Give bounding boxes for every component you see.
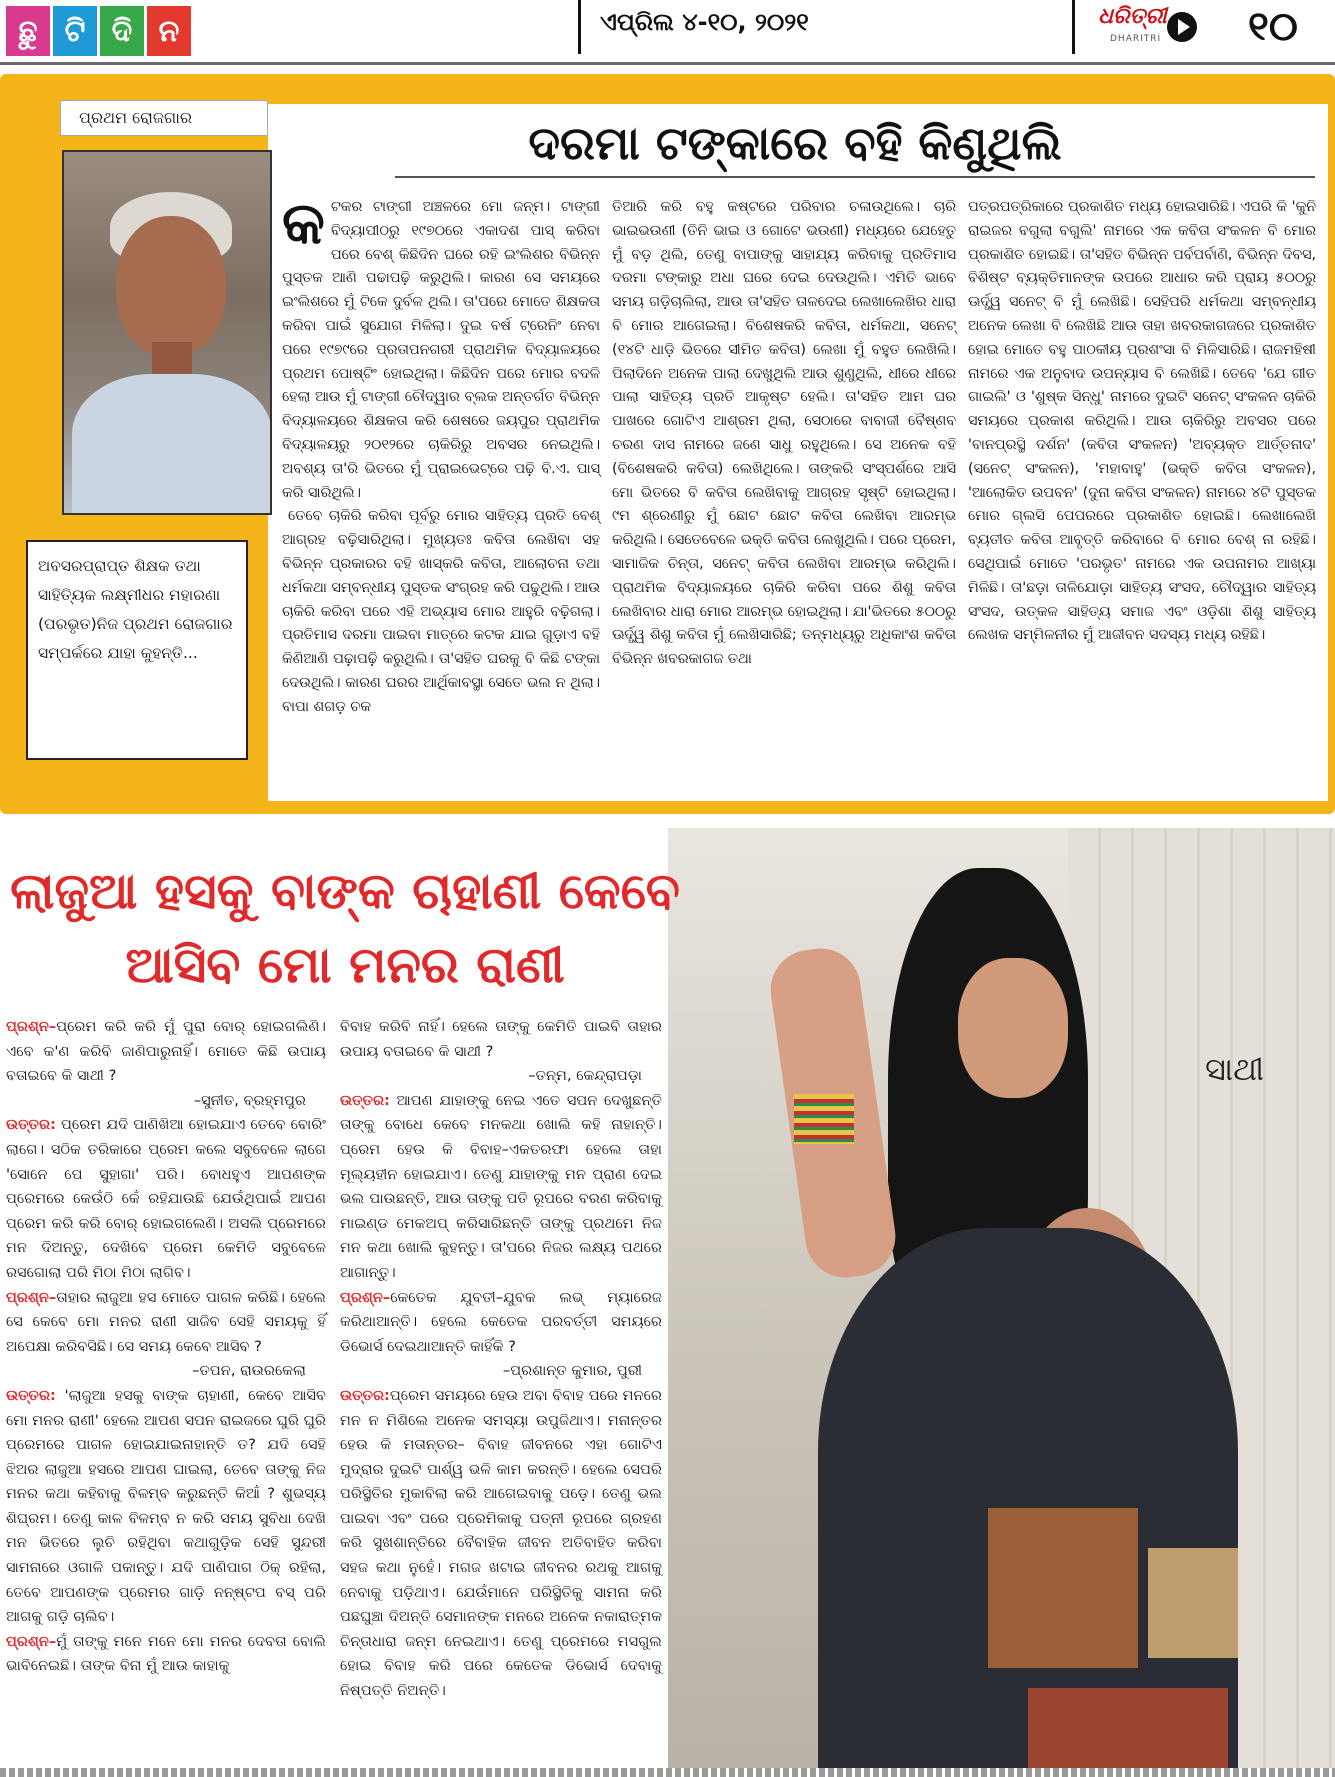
question <box>6 1286 326 1384</box>
question <box>340 1286 662 1384</box>
question-label: ପ୍ରଶ୍ନ– <box>340 1288 391 1306</box>
qa-column-1 <box>6 1015 326 1765</box>
page-number: ୧୦ <box>1248 4 1298 50</box>
question-text: ପ୍ରେମ କରି କରି ମୁଁ ପୁରା ବୋର୍ ହୋଇଗଲିଣି। ଏବେ କ'ଣ କରିବି ଜାଣିପାରୁନାହିଁ। ମୋତେ କିଛି ଉପାୟ ବତାଇବେ କି ସାଥୀ ? <box>6 1018 326 1085</box>
question-signature: –ତପନ, ରାଉରକେଲା <box>192 1362 306 1380</box>
section-title <box>6 6 191 56</box>
answer <box>340 1089 662 1286</box>
question-signature: –ତନ୍ମ, କେନ୍ଦ୍ରାପଡ଼ା <box>528 1067 642 1085</box>
bottom-headline-line-2: ଆସିବ ମୋ ମନର ରାଣୀ <box>125 936 565 994</box>
author-photo <box>62 150 272 515</box>
divider <box>578 0 581 54</box>
issue-date: ଏପ୍ରିଲ ୪-୧୦, ୨୦୨୧ <box>600 8 809 36</box>
top-story-headline: ଦରମା ଟଙ୍କାରେ ବହି କିଣୁଥିଲି <box>528 116 1062 170</box>
bottom-headline-line-1: ଲାଜୁଆ ହସକୁ ବାଙ୍କ ଚାହାଣୀ କେବେ <box>10 862 680 920</box>
answer <box>340 1384 662 1704</box>
question-continued <box>340 1015 662 1089</box>
article-text: ଟକର ଟାଙ୍ଗୀ ଅଞ୍ଚଳରେ ମୋ ଜନ୍ମ। ଟାଙ୍ଗୀ ବିଦ୍ୟାପୀଠରୁ ୧୯୭୦ରେ ଏକାଦଶ ପାସ୍ କରିବା ପରେ ବେଶ୍ କିଛିଦିନ ଘରେ ରହି ଇଂଲିଶର ବିଭିନ୍ନ ପୁସ୍ତକ ଆଣି ପଢାପଢ଼ି କରୁଥିଲି। କାରଣ ସେ ସମୟରେ ଇଂଲିଶରେ ମୁଁ ଟିକେ ଦୁର୍ବଳ ଥିଲି। ତା'ପରେ ମୋତେ ଶିକ୍ଷକତା କରିବା ପାଇଁ ସୁଯୋଗ ମିଳିଲା। ଦୁଇ ବର୍ଷ ଟ୍ରେନିଂ ନେବା ପରେ ୧୯୭୯ରେ ପ୍ରତାପନଗରୀ ପ୍ରାଥମିକ ବିଦ୍ୟାଳୟରେ ପ୍ରଥମ ପୋଷ୍ଟିଂ ହୋଇଥିଲା। କିଛିଦିନ ପରେ ମୋର ବଦଳି ହେଲା ଆଉ ମୁଁ ଟାଙ୍ଗୀ ଚୌଦ୍ୱାର ବ୍ଲକ ଅନ୍ତର୍ଗତ ବିଭିନ୍ନ ବିଦ୍ୟାଳୟରେ ଶିକ୍ଷକତା କରି ଶେଷରେ ଜୟପୁର ପ୍ରାଥମିକ ବିଦ୍ୟାଳୟରୁ ୨୦୧୨ରେ ଚାକିରିରୁ ଅବସର ନେଇଥିଲି। ଅବଶ୍ୟ ତା'ରି ଭିତରେ ମୁଁ ପ୍ରାଇଭେଟ୍‌ରେ ପଢ଼ି ବି.ଏ. ପାସ୍ କରି ସାରିଥିଲି। <box>282 199 600 501</box>
divider <box>1072 0 1075 54</box>
column-label: ସାଥୀ <box>1205 1050 1265 1088</box>
answer-text: ପ୍ରେମ ଯଦି ପାଣିଖିଆ ହୋଇଯାଏ ତେବେ ବୋରିଂ ଲାଗେ। ସଠିକ ତରିକାରେ ପ୍ରେମ କଲେ ସବୁବେଳେ ଲାଗେ 'ସୋନେ ପେ ସୁହାଗା' ପରି। ବୋଧହୁଏ ଆପଣଙ୍କ ପ୍ରେମରେ କେଉଁଠି କେଁ ରହିଯାଉଛି ଯେଉଁଥିପାଇଁ ଆପଣ ପ୍ରେମ କରି କରି ବୋର୍ ହୋଇଗଲେଣି। ଅସଲି ପ୍ରେମରେ ମନ ଦିଅନ୍ତୁ, ଦେଖିବେ ପ୍ରେମ କେମିତି ସବୁବେଳେ ରସଗୋଲା ପରି ମିଠା ମିଠା ଲାଗିବ। <box>6 1116 327 1281</box>
answer <box>6 1113 326 1285</box>
masthead <box>0 0 1335 62</box>
photo-shape <box>116 216 226 356</box>
question <box>6 1630 326 1679</box>
article-column-1 <box>282 189 600 796</box>
photo-caption: ଅବସରପ୍ରାପ୍ତ ଶିକ୍ଷକ ତଥା ସାହିତ୍ୟିକ ଲକ୍ଷ୍ମୀଧର ମହାରଣା (ପରଭୃତ)ନିଜ ପ୍ରଥମ ରୋଜଗାର ସମ୍ପର୍କରେ ଯାହା କୁହନ୍ତି... <box>26 540 248 760</box>
article-column-3: ପତ୍ରପତ୍ରିକାରେ ପ୍ରକାଶିତ ମଧ୍ୟ ହୋଇସାରିଛି। ଏପରି କି 'କୁନି ରାଇଜର ବଗୁଲା ବଗୁଲି' ନାମରେ ଏକ କବିତା ସଂକଳନ ବି ମୋର ପ୍ରକାଶିତ ହୋଇଛି। ତା'ସହିତ ବିଭିନ୍ନ ପର୍ବପର୍ବାଣି, ବିଭିନ୍ନ ଦିବସ, ବିଶିଷ୍ଟ ବ୍ୟକ୍ତିମାନଙ୍କ ଉପରେ ଆଧାର କରି ପ୍ରାୟ ୫୦୦ରୁ ଊର୍ଦ୍ଧ୍ୱ ସନେଟ୍ ବି ମୁଁ ଲେଖିଛି। ସେହିପରି ଧର୍ମକଥା ସମ୍ବନ୍ଧୀୟ ଅନେକ ଲେଖା ବି ଲେଖିଛି ଆଉ ତାହା ଖବରକାଗଜରେ ପ୍ରକାଶିତ ହୋଇ ମୋତେ ବହୁ ପାଠକୀୟ ପ୍ରଶଂସା ବି ମିଳିସାରିଛି। ରାଜମହିଷୀ ନାମରେ ଏକ ଅନୁବାଦ ଉପନ୍ୟାସ ବି ଲେଖିଛି। ତେବେ 'ଯେ ଗୀତ ଗାଇଲି' ଓ 'ଶୁଷ୍କ ସିନ୍ଧୁ' ନାମରେ ଦୁଇଟି ସନେଟ୍ ସଂକଳନ ଚାକିରି ସମୟରେ ପ୍ରକାଶ କରିଥିଲି। ଆଉ ଚାକିରିରୁ ଅବସର ପରେ 'ବାନପ୍ରସ୍ଥି ଦର୍ଶନ' (କବିତା ସଂକଳନ) 'ଅବ୍ୟକ୍ତ ଆର୍ତ୍ତନାଦ' (ସନେଟ୍ ସଂକଳନ), 'ମହାବାହୁ' (ଭକ୍ତି କବିତା ସଂକଳନ), 'ଆଲୋକିତ ଉପବନ' (ଦୁନା କବିତା ସଂକଳନ) ନାମରେ ୪ଟି ପୁସ୍ତକ ମୋର ଗ୍ଲସି ପେପରରେ ପ୍ରକାଶିତ ହୋଇଛି। ଲେଖାଲେଖି ବ୍ୟତୀତ କବିତା ଆବୃତ୍ତି କରିବାରେ ବି ମୋର ବେଶ୍ ନା ରହିଛି। ସେଥିପାଇଁ ମୋତେ 'ପରଭୃତ' ନାମରେ ଏକ ଉପନାମର ଆଖ୍ୟା ମିଳିଛି। ତା'ଛଡ଼ା ତାଳିଯୋଡ଼ା ସାହିତ୍ୟ ସଂସଦ, ଚୌଦ୍ୱାର ସାହିତ୍ୟ ସଂସଦ, ଉତ୍କଳ ସାହିତ୍ୟ ସମାଜ ଏବଂ ଓଡ଼ିଶା ଶିଶୁ ସାହିତ୍ୟ ଲେଖକ ସମ୍ମିଳନୀର ମୁଁ ଆଜୀବନ ସଦସ୍ୟ ମଧ୍ୟ ରହିଛି। <box>968 199 1316 644</box>
section-tile: ଟି <box>53 6 97 56</box>
photo-shape <box>794 1094 854 1144</box>
question-text: ମୁଁ ତାଙ୍କୁ ମନେ ମନେ ମୋ ମନର ଦେବତା ବୋଲି ଭାବିନେଇଛି। ତାଙ୍କ ବିନା ମୁଁ ଆଉ କାହାକୁ <box>6 1632 326 1675</box>
question-label: ପ୍ରଶ୍ନ– <box>6 1288 57 1306</box>
headline-rule <box>395 176 1315 178</box>
question-label: ପ୍ରଶ୍ନ– <box>6 1018 57 1035</box>
answer <box>6 1384 326 1630</box>
qa-column-2 <box>340 1015 662 1765</box>
photo-shape <box>988 1508 1138 1668</box>
question-text: ବିବାହ କରିବି ନାହିଁ। ହେଲେ ତାଙ୍କୁ କେମିତି ପାଇବି ତାହାର ଉପାୟ ବତାଇବେ କି ସାଥୀ ? <box>340 1018 662 1060</box>
publication-logo-subtext: DHARITRI <box>1110 34 1162 44</box>
section-tile: ନ <box>147 6 191 56</box>
model-photo <box>668 828 1335 1777</box>
answer-text: ଆପଣ ଯାହାଙ୍କୁ ନେଇ ଏତେ ସପନ ଦେଖୁଛନ୍ତି ତାଙ୍କୁ ବୋଧେ କେବେ ମନକଥା ଖୋଲି କହି ନାହାନ୍ତି। ପ୍ରେମ ହେଉ କି ବିବାହ–ଏକତରଫା ହେଲେ ତାହା ମୂଲ୍ୟହୀନ ହୋଇଯାଏ। ତେଣୁ ଯାହାଙ୍କୁ ମନ ପ୍ରାଣ ଦେଇ ଭଲ ପାଉଛନ୍ତି, ଆଉ ତାଙ୍କୁ ପତି ରୂପରେ ବରଣ କରିବାକୁ ମାଇଣ୍ଡ ମେକଅପ୍ କରିସାରିଛନ୍ତି ତାଙ୍କୁ ପ୍ରଥମେ ନିଜ ମନ କଥା ଖୋଲି କୁହନ୍ତୁ। ତା'ପରେ ନିଜର ଲକ୍ଷ୍ୟ ପଥରେ ଆଗାନ୍ତୁ। <box>340 1091 662 1281</box>
column-tag: ପ୍ରଥମ ରୋଜଗାର <box>60 100 268 136</box>
question-label: ପ୍ରଶ୍ନ– <box>6 1632 57 1650</box>
publication-logo: ଧରିତ୍ରୀ <box>1098 4 1167 29</box>
question <box>6 1015 326 1113</box>
answer-label: ଉତ୍ତର: <box>340 1091 390 1109</box>
answer-text: 'ଲାଜୁଆ ହସକୁ ବାଙ୍କ ଚାହାଣୀ, କେବେ ଆସିବ ମୋ ମନର ରାଣୀ' ହେଲେ ଆପଣ ସପନ ରାଇଜରେ ଘୁରି ଘୁରି ପ୍ରେମରେ ପାଗଳ ହୋଇଯାଇନାହାନ୍ତି ତ? ଯଦି ସେହି ଝିଅର ଲାଜୁଆ ହସରେ ଆପଣ ଘାଇଲା, ତେବେ ତାଙ୍କୁ ନିଜ ମନର କଥା କହିବାକୁ ବିଳମ୍ବ କରୁଛନ୍ତି କିଆଁ ? ଶୁଭସ୍ୟ ଶିଘ୍ରମ। ତେଣୁ କାଳ ବିଳମ୍ବ ନ କରି ସମୟ ସୁବିଧା ଦେଖି ମନ ଭିତରେ ଲୁଚି ରହିଥିବା କଥାଗୁଡ଼ିକ ସେହି ସୁନ୍ଦରୀ ସାମନାରେ ଓଗାଳି ପକାନ୍ତୁ। ଯଦି ପାଣିପାଗ ଠିକ୍ ରହିଲା, ତେବେ ଆପଣଙ୍କ ପ୍ରେମର ଗାଡ଼ି ନନ୍ଷ୍ଟପ ବସ୍ ପରି ଆଗକୁ ଗଡ଼ି ଚାଲିବ। <box>6 1386 326 1626</box>
photo-shape <box>958 958 1068 1098</box>
question-signature: –ସୁନୀତ, ବ୍ରହ୍ମପୁର <box>193 1091 306 1109</box>
photo-shape <box>1148 1548 1238 1658</box>
answer-text: ପ୍ରେମ ସମୟରେ ହେଉ ଅବା ବିବାହ ପରେ ମନରେ ମନ ନ ମିଶିଲେ ଅନେକ ସମସ୍ୟା ଉପୁଜିଥାଏ। ମନାନ୍ତର ହେଉ କି ମତାନ୍ତର– ବିବାହ ଜୀବନରେ ଏହା ଗୋଟିଏ ମୁଦ୍ରାର ଦୁଇଟି ପାର୍ଶ୍ୱ ଭଳି କାମ କରନ୍ତି। ହେଲେ ସେପରି ପରିସ୍ଥିତିର ମୁକାବିଲା କରି ଆଗେଇବାକୁ ପଡ଼େ। ତେଣୁ ଭଲ ପାଇବା ଏବଂ ପରେ ପ୍ରେମିକାକୁ ପତ୍ନୀ ରୂପରେ ଗ୍ରହଣ କରି ସୁଖଶାନ୍ତିରେ ବୈବାହିକ ଜୀବନ ଅତିବାହିତ କରିବା ସହଜ କଥା ନୁହେଁ। ମଗଜ ଖଟାଇ ଜୀବନର ରଥକୁ ଆଗକୁ ନେବାକୁ ପଡ଼ିଥାଏ। ଯେଉଁମାନେ ପରିସ୍ଥିତିକୁ ସାମନା କରି ପଛଘୁଞ୍ଚା ଦିଅନ୍ତି ସେମାନଙ୍କ ମନରେ ଅନେକ ନକାରାତ୍ମକ ଚିନ୍ତାଧାରା ଜନ୍ମ ନେଇଥାଏ। ତେଣୁ ପ୍ରେମରେ ମସଗୁଲ ହୋଇ ବିବାହ କରି ପରେ କେତେକ ଡିଭୋର୍ସ ଦେବାକୁ ନିଷ୍ପତ୍ତି ନିଅନ୍ତି। <box>340 1386 662 1700</box>
page-bottom-rule <box>0 1768 1335 1777</box>
article-text: ତେବେ ଚାକିରି କରିବା ପୂର୍ବରୁ ମୋର ସାହିତ୍ୟ ପ୍ରତି ବେଶ୍ ଆଗ୍ରହ ବଢ଼ିସାରିଥିଲା। ମୁଖ୍ୟତଃ କବିତା ଲେଖିବା ସହ ବିଭିନ୍ନ ପ୍ରକାରର ବହି ଖାସ୍‌କରି କବିତା, ଆଲୋଚନା ତଥା ଧର୍ମକଥା ସମ୍ବନ୍ଧୀୟ ପୁସ୍ତକ ସଂଗ୍ରହ କରି ପଢୁଥିଲି। ଆଉ ଚାକିରି କରିବା ପରେ ଏହି ଅଭ୍ୟାସ ମୋର ଆହୁରି ବଢ଼ିଗଲା। ପ୍ରତିମାସ ଦରମା ପାଇବା ମାତ୍ରେ କଟକ ଯାଇ ଗୁଡ଼ାଏ ବହି କିଣିଆଣି ପଢ଼ାପଢ଼ି କରୁଥିଲି। ତା'ସହିତ ଘରକୁ ବି କିଛି ଟଙ୍କା ଦେଉଥିଲି। କାରଣ ଘରର ଆର୍ଥିକାବସ୍ଥା ସେତେ ଭଲ ନ ଥିଲା। ବାପା ଶଗଡ଼ ଚକ <box>282 508 600 715</box>
section-tile: ଦି <box>100 6 144 56</box>
question-signature: –ପ୍ରଶାନ୍ତ କୁମାର, ପୁରୀ <box>502 1362 642 1380</box>
question-text: କେତେକ ଯୁବତୀ–ଯୁବକ ଲଭ୍ ମ୍ୟାରେଜ କରିଥାଆନ୍ତି। ହେଲେ କେତେକ ପରବର୍ତ୍ତୀ ସମୟରେ ଡିଭୋର୍ସ ଦେଇଥାଆନ୍ତି କାହିଁକି ? <box>340 1288 662 1355</box>
play-icon <box>1167 12 1197 42</box>
question-text: ତାହାର ଲାଜୁଆ ହସ ମୋତେ ପାଗଳ କରିଛି। ହେଲେ ସେ କେବେ ମୋ ମନର ରାଣୀ ସାଜିବ ସେହି ସମୟକୁ ହିଁ ଅପେକ୍ଷା କରିବସିଛି। ସେ ସମୟ କେବେ ଆସିବ ? <box>6 1288 326 1355</box>
answer-label: ଉତ୍ତର: <box>6 1386 56 1404</box>
answer-label: ଉତ୍ତର: <box>340 1386 390 1404</box>
photo-shape <box>72 374 272 515</box>
masthead-rule <box>0 62 1335 65</box>
photo-shape <box>1028 1688 1228 1777</box>
article-column-2: ତିଆରି କରି ବହୁ କଷ୍ଟରେ ପରିବାର ଚଳାଉଥିଲେ। ଚାରି ଭାଇଭଉଣୀ (ତିନି ଭାଇ ଓ ଗୋଟେ ଭଉଣୀ) ମଧ୍ୟରେ ଯେହେତୁ ମୁଁ ବଡ଼ ଥିଲି, ତେଣୁ ବାପାଙ୍କୁ ସାହାଯ୍ୟ କରିବାକୁ ପ୍ରତିମାସ ଦରମା ଟଙ୍କାରୁ ଅଧା ଘରେ ଦେଇ ଦେଉଥିଲି। ଏମିତି ଭାବେ ସମୟ ଗଡ଼ିଚାଲିଲା, ଆଉ ତା'ସହିତ ତାଳଦେଇ ଲେଖାଲେଖିର ଧାରା ବି ମୋର ଆଗେଇଲା। ବିଶେଷକରି କବିତା, ଧର୍ମକଥା, ସନେଟ୍ (୧୪ଟି ଧାଡ଼ି ଭିତରେ ସୀମିତ କବିତା) ଲେଖା ମୁଁ ବହୁତ ଲେଖିଲି। ପିଲାଦିନେ ଅନେକ ପାଲା ଦେଖୁଥିଲି ଆଉ ଶୁଣୁଥିଲି, ଧୀରେ ଧୀରେ ପାଲା ସାହିତ୍ୟ ପ୍ରତି ଆକୃଷ୍ଟ ହେଲି। ତା'ସହିତ ଆମ ଘର ପାଖରେ ଗୋଟିଏ ଆଶ୍ରମ ଥିଲା, ସେଠାରେ ବାବାଜୀ ବୈଷ୍ଣବ ଚରଣ ଦାସ ନାମରେ ଜଣେ ସାଧୁ ରହୁଥିଲେ। ସେ ଅନେକ ବହି (ବିଶେଷକରି କବିତା) ଲେଖିଥିଲେ। ତାଙ୍କରି ସଂସ୍ପର୍ଶରେ ଆସି ମୋ ଭିତରେ ବି କବିତା ଲେଖିବାକୁ ଆଗ୍ରହ ସୃଷ୍ଟି ହୋଇଥିଲା। ୯ମ ଶ୍ରେଣୀରୁ ମୁଁ ଛୋଟ ଛୋଟ କବିତା ଲେଖିବା ଆରମ୍ଭ କରିଥିଲି। ସେତେବେଳେ ଭକ୍ତି କବିତା ଲେଖୁଥିଲି। ପରେ ପ୍ରେମ, ସାମାଜିକ ଚିନ୍ତା, ସନେଟ୍ କବିତା ଲେଖିବା ଆରମ୍ଭ କରିଥିଲି। ପ୍ରାଥମିକ ବିଦ୍ୟାଳୟରେ ଚାକିରି କରିବା ପରେ ଶିଶୁ କବିତା ଲେଖିବାର ଧାରା ମୋର ଆରମ୍ଭ ହୋଇଥିଲା। ଯା'ଭିତରେ ୫୦୦ରୁ ଊର୍ଦ୍ଧ୍ୱ ଶିଶୁ କବିତା ମୁଁ ଲେଖିସାରିଛି; ତନ୍ମଧ୍ୟରୁ ଅଧିକାଂଶ କବିତା ବିଭିନ୍ନ ଖବରକାଗଜ ତଥା <box>612 199 956 668</box>
section-tile: ଛୁ <box>6 6 50 56</box>
answer-label: ଉତ୍ତର: <box>6 1116 56 1134</box>
drop-cap: କ <box>282 189 325 257</box>
